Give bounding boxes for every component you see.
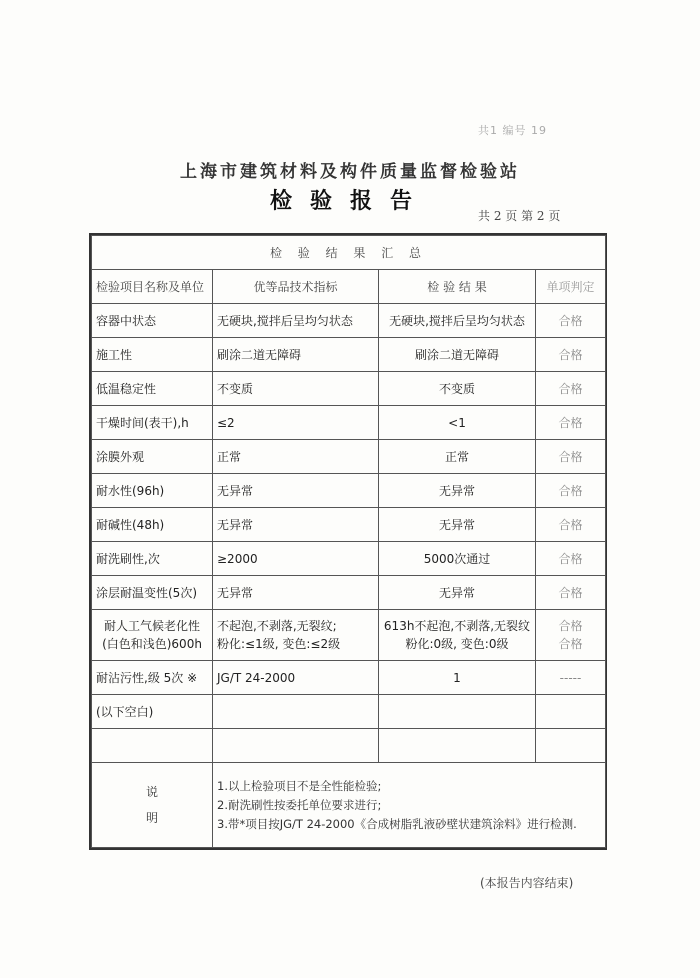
row-spec: ≤2: [213, 406, 379, 440]
row-verdict: 合格: [536, 474, 606, 508]
note-line: 1.以上检验项目不是全性能检验;: [217, 778, 382, 793]
stain-result: 1: [379, 661, 536, 695]
row-spec: ≥2000: [213, 542, 379, 576]
row-item: 低温稳定性: [92, 372, 213, 406]
row-result: 无硬块,搅拌后呈均匀状态: [379, 304, 536, 338]
row-spec: 无异常: [213, 576, 379, 610]
column-header-result: 检 验 结 果: [379, 270, 536, 304]
row-result: 不变质: [379, 372, 536, 406]
row-item: 涂膜外观: [92, 440, 213, 474]
report-end-note: (本报告内容结束): [480, 876, 574, 890]
row-spec: 正常: [213, 440, 379, 474]
blank-cell: [213, 729, 379, 763]
blank-cell: [92, 729, 213, 763]
table-row: [92, 440, 606, 474]
row-spec: 无异常: [213, 508, 379, 542]
row-verdict: 合格: [536, 304, 606, 338]
page-count: 共 2 页 第 2 页: [478, 209, 561, 223]
table-row: [92, 406, 606, 440]
row-result: 无异常: [379, 474, 536, 508]
blank-cell: [213, 695, 379, 729]
notes-content: [213, 763, 606, 848]
blank-cell: [379, 729, 536, 763]
aging-item: 耐人工气候老化性 (白色和浅色)600h: [92, 610, 213, 661]
row-item: 干燥时间(表干),h: [92, 406, 213, 440]
stain-item: 耐沾污性,级 5次 ※: [92, 661, 213, 695]
report-number-stamp: 共1 编号 19: [478, 124, 547, 137]
report-title: 检验报告: [269, 189, 430, 214]
blank-cell: [536, 695, 606, 729]
blank-note: (以下空白): [92, 695, 213, 729]
table-row: [92, 304, 606, 338]
row-spec: 无硬块,搅拌后呈均匀状态: [213, 304, 379, 338]
table-row: [92, 474, 606, 508]
notes-label: 说 明: [92, 763, 213, 848]
table-row: [92, 542, 606, 576]
column-header-verdict: 单项判定: [536, 270, 606, 304]
row-spec: 无异常: [213, 474, 379, 508]
row-verdict: 合格: [536, 406, 606, 440]
row-result: 正常: [379, 440, 536, 474]
column-header-spec: 优等品技术指标: [213, 270, 379, 304]
table-row: [92, 372, 606, 406]
column-header-item: 检验项目名称及单位: [92, 270, 213, 304]
row-verdict: 合格: [536, 542, 606, 576]
stain-spec: JG/T 24-2000: [213, 661, 379, 695]
row-result: 无异常: [379, 576, 536, 610]
note-line: 3.带*项目按JG/T 24-2000《合成树脂乳液砂壁状建筑涂料》进行检测.: [217, 816, 577, 831]
row-item: 容器中状态: [92, 304, 213, 338]
row-verdict: 合格: [536, 576, 606, 610]
row-result: <1: [379, 406, 536, 440]
row-verdict: 合格: [536, 440, 606, 474]
row-verdict: 合格: [536, 508, 606, 542]
table-row: [92, 338, 606, 372]
table-row: [92, 576, 606, 610]
blank-cell: [536, 729, 606, 763]
results-table: [89, 233, 607, 850]
row-verdict: 合格: [536, 372, 606, 406]
stain-verdict: -----: [536, 661, 606, 695]
blank-cell: [379, 695, 536, 729]
aging-verdict: 合格 合格: [536, 610, 606, 661]
row-verdict: 合格: [536, 338, 606, 372]
aging-spec: 不起泡,不剥落,无裂纹; 粉化:≤1级, 变色:≤2级: [213, 610, 379, 661]
row-item: 耐洗刷性,次: [92, 542, 213, 576]
table-row: [92, 508, 606, 542]
row-result: 刷涂二道无障碍: [379, 338, 536, 372]
row-result: 5000次通过: [379, 542, 536, 576]
organization-name: 上海市建筑材料及构件质量监督检验站: [180, 162, 520, 182]
row-item: 涂层耐温变性(5次): [92, 576, 213, 610]
row-spec: 不变质: [213, 372, 379, 406]
row-item: 施工性: [92, 338, 213, 372]
row-item: 耐水性(96h): [92, 474, 213, 508]
row-result: 无异常: [379, 508, 536, 542]
aging-result: 613h不起泡,不剥落,无裂纹 粉化:0级, 变色:0级: [379, 610, 536, 661]
row-item: 耐碱性(48h): [92, 508, 213, 542]
note-line: 2.耐洗刷性按委托单位要求进行;: [217, 797, 382, 812]
summary-title: 检 验 结 果 汇 总: [92, 236, 606, 270]
row-spec: 刷涂二道无障碍: [213, 338, 379, 372]
